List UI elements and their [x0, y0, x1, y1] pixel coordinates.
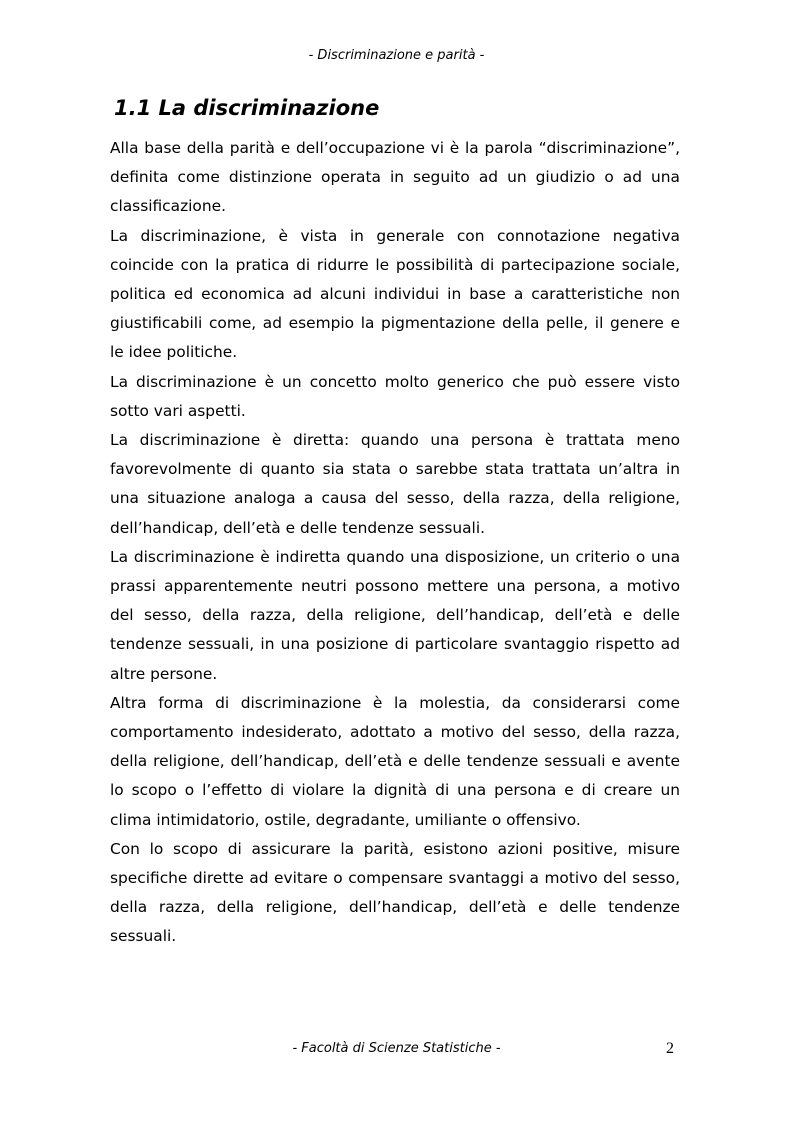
running-footer: - Facoltà di Scienze Statistiche -: [292, 1041, 501, 1056]
paragraph: Con lo scopo di assicurare la parità, esistono azioni positive, misure specifiche dirette ad evitare o compensare svantaggi a motivo del sesso, della razza, della religione, dell’handicap, dell’età e delle tendenze sessuali.: [110, 839, 680, 946]
paragraph: La discriminazione è indiretta quando una disposizione, un criterio o una prassi apparentemente neutri possono mettere una persona, a motivo del sesso, della razza, della religione, dell’handicap, dell’età e delle tendenze sessuali, in una posizione di particolare svantaggio rispetto ad altre persone.: [110, 547, 680, 683]
paragraph: La discriminazione, è vista in generale con connotazione negativa coincide con la pratica di ridurre le possibilità di partecipazione sociale, politica ed economica ad alcuni individui in base a caratteristiche non giustificabili come, ad esempio la pigmentazione della pelle, il genere e le idee politiche.: [110, 226, 680, 362]
paragraph: La discriminazione è diretta: quando una persona è trattata meno favorevolmente di quanto sia stata o sarebbe stata trattata un’altra in una situazione analoga a causa del sesso, della razza, della religione, dell’handicap, dell’età e delle tendenze sessuali.: [110, 431, 680, 537]
section-title: 1.1 La discriminazione: [114, 96, 380, 120]
page-number: 2: [666, 1040, 674, 1057]
paragraph: Altra forma di discriminazione è la molestia, da considerarsi come comportamento indesiderato, adottato a motivo del sesso, della razza, della religione, dell’handicap, dell’età e delle tendenze sessuali e avente lo scopo o l’effetto di violare la dignità di una persona e di creare un clima intimidatorio, ostile, degradante, umiliante o offensivo.: [110, 693, 680, 829]
body-text: [110, 134, 680, 952]
paragraph: La discriminazione è un concetto molto generico che può essere visto sotto vari aspetti.: [110, 372, 680, 420]
running-header: - Discriminazione e parità -: [308, 48, 485, 63]
paragraph: Alla base della parità e dell’occupazione vi è la parola “discriminazione”, definita come distinzione operata in seguito ad un giudizio o ad una classificazione.: [110, 139, 680, 216]
